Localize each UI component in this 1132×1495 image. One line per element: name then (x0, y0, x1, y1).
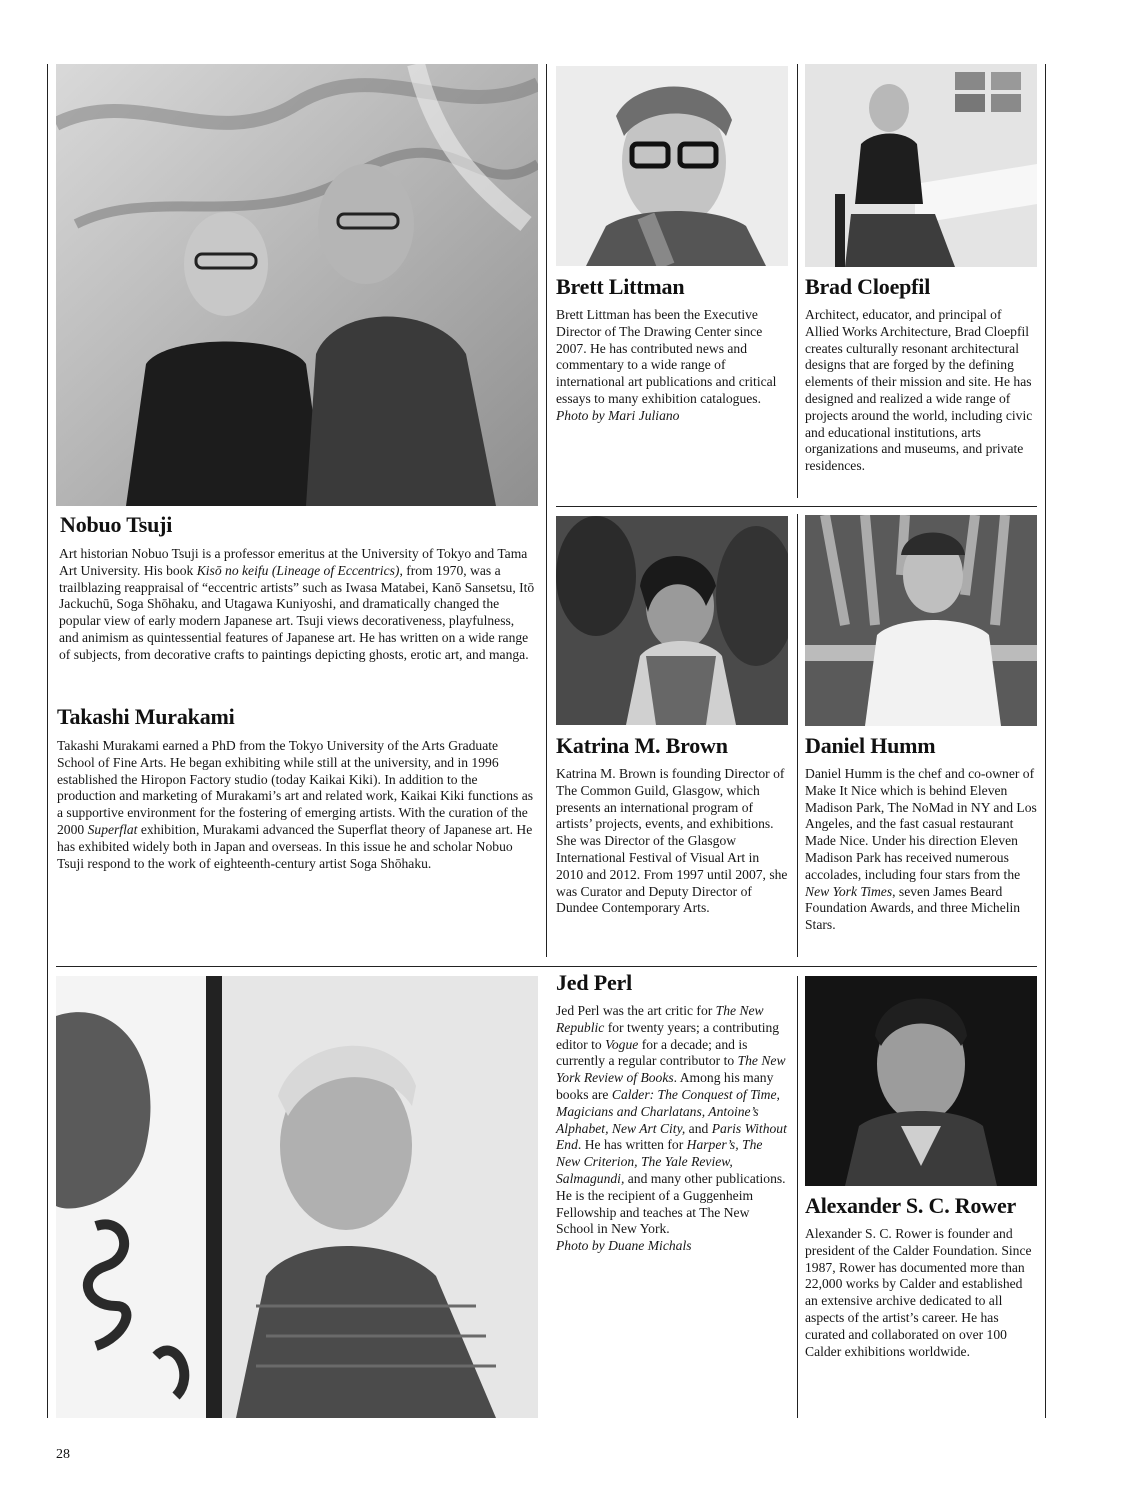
perl-photo (56, 976, 538, 1418)
tsuji-name: Nobuo Tsuji (60, 512, 173, 537)
littman-bio (556, 307, 788, 425)
littman-photo-art (556, 66, 788, 266)
brown-photo-art (556, 516, 788, 725)
cloepfil-name: Brad Cloepfil (805, 274, 931, 299)
column-rule-right-top (797, 64, 798, 498)
rower-photo (805, 976, 1037, 1186)
tsuji-bio (59, 546, 537, 664)
perl-bio-4: . Among his many books are (556, 1070, 774, 1102)
tsuji-bio-part-c: , from 1970, was a trailblazing reappraisal of “eccentric artists” such as Iwasa Matabei, Kanō Sansetsu, Itō Jackuchū, Soga Shōhaku, and Utagawa Kuniyoshi, and dramatically changed the popular view of early modern Japanese art. Tsuji views decorativeness, playfulness, and animism as quintessential features of Japanese art. He has written on a wide range of subjects, from decorative crafts to paintings depicting ghosts, erotic art, and manga. (59, 562, 535, 662)
brown-bio: Katrina M. Brown is founding Director of The Common Guild, Glasgow, which presents an international program of artists’ projects, events, and exhibitions. She was Director of the Glasgow International Festival of Visual Art in 2010 and 2012. From 1997 until 2007, she was Curator and Deputy Director of Dundee Contemporary Arts. (556, 766, 788, 916)
humm-newspaper-title: New York Times (805, 883, 893, 899)
murakami-bio (57, 738, 537, 872)
perl-bio-italic-5: Paris Without End (556, 1120, 787, 1153)
humm-bio-part-a: Daniel Humm is the chef and co-owner of Make It Nice which is behind Eleven Madison Park, The NoMad in NY and Los Angeles, and the fast casual restaurant Made Nice. Under his direction Eleven Madison Park has received numerous accolades, including four stars from the (805, 766, 1037, 882)
cloepfil-bio: Architect, educator, and principal of Allied Works Architecture, Brad Cloepfil creates culturally resonant architectural designs that are forged by the defining elements of their mission and site. He has designed and realized a wide range of projects around the world, including civic and educational institutions, arts organizations and museums, and private residences. (805, 307, 1033, 474)
humm-photo (805, 515, 1037, 726)
row-rule-upper (556, 506, 1037, 507)
murakami-bio-part-a: Takashi Murakami earned a PhD from the Tokyo University of the Arts Graduate School of Fine Arts. He began exhibiting while still at the university, and in 1996 established the Hiropon Factory studio (today Kaikai Kiki). In addition to the production and marketing of Murakami’s art and related work, Kaikai Kiki functions as a supportive environment for the fostering of emerging artists. With the curation of the 2000 (57, 738, 534, 837)
perl-bio-5: and (685, 1120, 712, 1136)
perl-bio-7: and many other publications. He is the recipient of a Guggenheim Fellowship and teaches at The New School in New York. (556, 1170, 786, 1237)
column-rule-far-right (1045, 64, 1046, 1418)
humm-name: Daniel Humm (805, 733, 936, 758)
murakami-name: Takashi Murakami (57, 704, 235, 729)
perl-bio-italic-2: Vogue (605, 1036, 639, 1052)
tsuji-murakami-photo (56, 64, 538, 506)
column-rule-left (47, 64, 48, 1418)
column-rule-center (546, 64, 547, 957)
perl-bio (556, 1003, 788, 1255)
rower-photo-art (805, 976, 1037, 1186)
perl-photo-art (56, 976, 538, 1418)
perl-photo-credit: Photo by Duane Michals (556, 1238, 692, 1254)
page-number: 28 (56, 1447, 70, 1462)
perl-bio-italic-3: The New York Review of Books (556, 1053, 786, 1086)
littman-bio-text: Brett Littman has been the Executive Director of The Drawing Center since 2007. He has contributed news and commentary to a wide range of international art publications and critical essays to many exhibition catalogues. (556, 307, 777, 406)
perl-bio-italic-4: Calder: The Conquest of Time, Magicians and Charlatans, Antoine’s Alphabet, New Art City, (556, 1086, 780, 1136)
tsuji-bio-part-a: Art historian Nobuo Tsuji is a professor emeritus at the University of Tokyo and Tama Art University. His book (59, 546, 528, 578)
littman-name: Brett Littman (556, 274, 685, 299)
littman-photo-credit: Photo by Mari Juliano (556, 407, 680, 423)
rower-name: Alexander S. C. Rower (805, 1193, 1017, 1218)
littman-photo (556, 66, 788, 266)
perl-bio-italic-6: Harper’s, The New Criterion, The Yale Review, Salmagundi, (556, 1137, 763, 1186)
cloepfil-photo-art (805, 64, 1037, 267)
murakami-bio-part-c: exhibition, Murakami advanced the Superflat theory of Japanese art. He has exhibited widely both in Japan and overseas. In this issue he and scholar Nobuo Tsuji respond to the work of eighteenth-century artist Soga Shōhaku. (57, 821, 533, 871)
murakami-exhibition-title: Superflat (87, 821, 138, 837)
humm-photo-art (805, 515, 1037, 726)
brown-name: Katrina M. Brown (556, 733, 728, 758)
brown-photo (556, 516, 788, 725)
perl-bio-3: for a decade; and is currently a regular contributor to (556, 1036, 748, 1069)
humm-bio (805, 766, 1037, 934)
row-rule-lower (56, 966, 1037, 967)
tsuji-murakami-photo-art (56, 64, 538, 506)
humm-bio-part-c: , seven James Beard Foundation Awards, and three Michelin Stars. (805, 883, 1021, 933)
column-rule-right-mid (797, 514, 798, 957)
perl-bio-6: . He has written for (577, 1137, 687, 1153)
rower-bio: Alexander S. C. Rower is founder and president of the Calder Foundation. Since 1987, Rower has documented more than 22,000 works by Calder and established an extensive archive dedicated to all aspects of the artist’s career. He has curated and collaborated on over 100 Calder exhibitions worldwide. (805, 1226, 1032, 1359)
perl-bio-1: Jed Perl was the art critic for (556, 1003, 716, 1018)
perl-bio-2: for twenty years; a contributing editor to (556, 1019, 780, 1052)
tsuji-book-title: Kisō no keifu (Lineage of Eccentrics) (196, 562, 400, 578)
cloepfil-photo (805, 64, 1037, 267)
perl-bio-italic-1: The New Republic (556, 1003, 764, 1035)
perl-name: Jed Perl (556, 970, 632, 995)
column-rule-right-bottom (797, 976, 798, 1418)
